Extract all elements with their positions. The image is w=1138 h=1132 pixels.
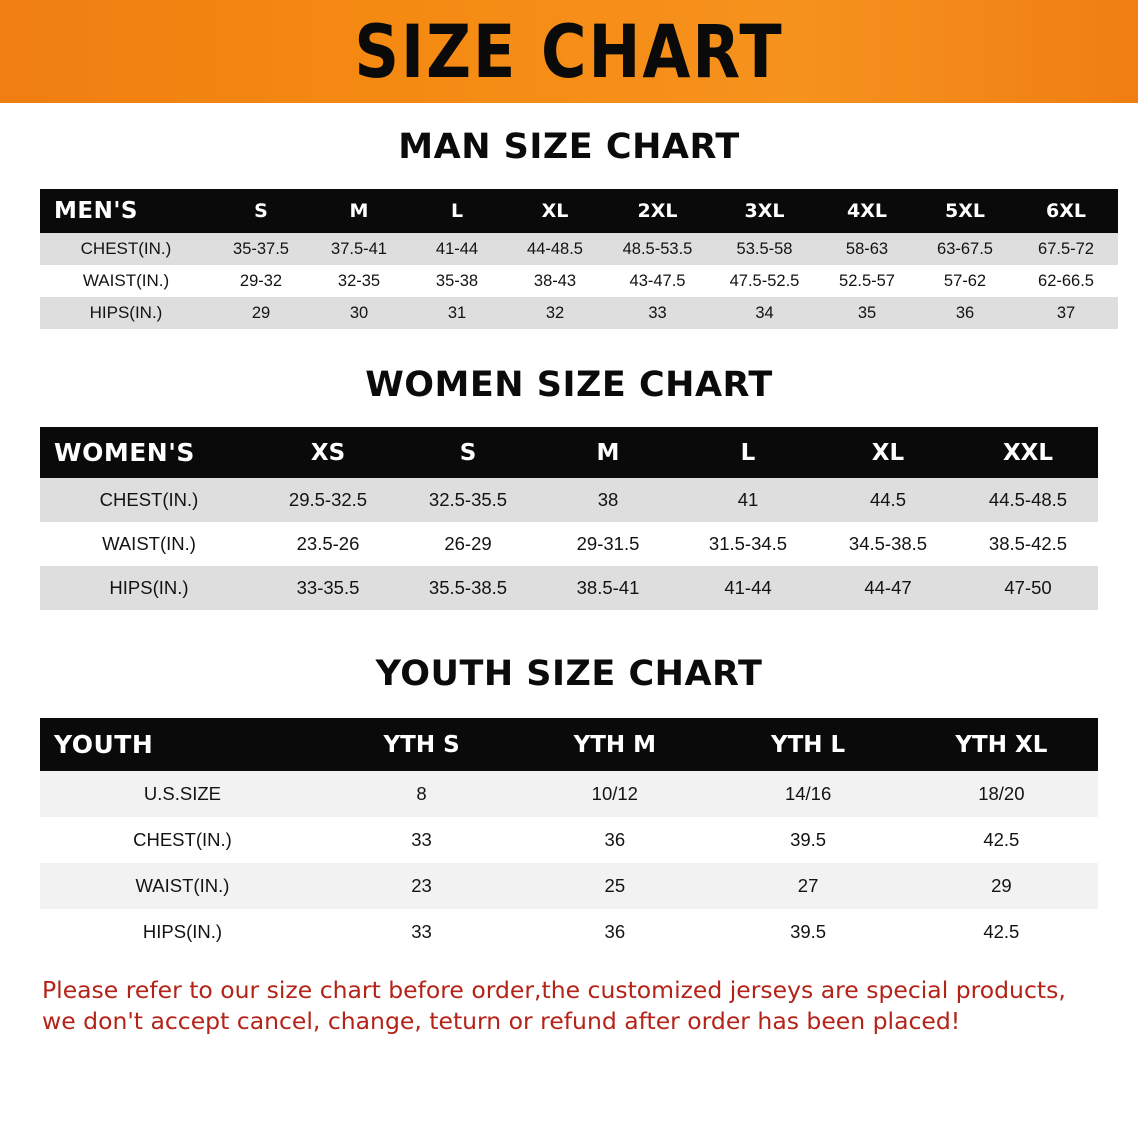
col-header-l: L (408, 189, 506, 233)
cell: 42.5 (905, 909, 1098, 955)
cell: 58-63 (818, 233, 916, 265)
col-header-3xl: 3XL (711, 189, 818, 233)
col-header-yth-s: YTH S (325, 718, 518, 771)
cell: 38.5-42.5 (958, 522, 1098, 566)
row-label-waist: WAIST(IN.) (40, 522, 258, 566)
table-row (40, 817, 1098, 863)
cell: 29 (905, 863, 1098, 909)
row-label-hips: HIPS(IN.) (40, 297, 212, 329)
col-header-m: M (538, 427, 678, 478)
cell: 14/16 (711, 771, 904, 817)
col-header-l: L (678, 427, 818, 478)
cell: 29-31.5 (538, 522, 678, 566)
man-section-heading: MAN SIZE CHART (398, 127, 740, 167)
cell: 38-43 (506, 265, 604, 297)
col-header-xs: XS (258, 427, 398, 478)
row-label-hips: HIPS(IN.) (40, 909, 325, 955)
row-label-waist: WAIST(IN.) (40, 265, 212, 297)
cell: 38.5-41 (538, 566, 678, 610)
cell: 44.5 (818, 478, 958, 522)
cell: 36 (518, 817, 711, 863)
row-label-us-size: U.S.SIZE (40, 771, 325, 817)
cell: 32 (506, 297, 604, 329)
cell: 47-50 (958, 566, 1098, 610)
cell: 31.5-34.5 (678, 522, 818, 566)
cell: 27 (711, 863, 904, 909)
table-row (40, 566, 1098, 610)
table-row (40, 297, 1118, 329)
cell: 33 (325, 817, 518, 863)
cell: 43-47.5 (604, 265, 711, 297)
row-label-chest: CHEST(IN.) (40, 817, 325, 863)
row-label-waist: WAIST(IN.) (40, 863, 325, 909)
cell: 42.5 (905, 817, 1098, 863)
cell: 37.5-41 (310, 233, 408, 265)
row-label-chest: CHEST(IN.) (40, 478, 258, 522)
table-header-row (40, 718, 1098, 771)
cell: 23 (325, 863, 518, 909)
man-size-table (40, 189, 1118, 329)
col-header-xxl: XXL (958, 427, 1098, 478)
cell: 52.5-57 (818, 265, 916, 297)
col-header-yth-l: YTH L (711, 718, 904, 771)
youth-size-table-wrapper (40, 718, 1098, 955)
col-header-mens: MEN'S (40, 189, 212, 233)
table-row (40, 863, 1098, 909)
cell: 41-44 (408, 233, 506, 265)
cell: 63-67.5 (916, 233, 1014, 265)
cell: 32-35 (310, 265, 408, 297)
cell: 25 (518, 863, 711, 909)
cell: 62-66.5 (1014, 265, 1118, 297)
cell: 29-32 (212, 265, 310, 297)
col-header-2xl: 2XL (604, 189, 711, 233)
col-header-xl: XL (506, 189, 604, 233)
note-line-1: Please refer to our size chart before order,the customized jerseys are special products, (42, 976, 1066, 1004)
col-header-womens: WOMEN'S (40, 427, 258, 478)
cell: 41-44 (678, 566, 818, 610)
cell: 48.5-53.5 (604, 233, 711, 265)
page-title: SIZE CHART (354, 7, 784, 94)
cell: 35 (818, 297, 916, 329)
col-header-yth-xl: YTH XL (905, 718, 1098, 771)
cell: 33-35.5 (258, 566, 398, 610)
col-header-s: S (398, 427, 538, 478)
table-row (40, 233, 1118, 265)
cell: 33 (325, 909, 518, 955)
col-header-m: M (310, 189, 408, 233)
cell: 8 (325, 771, 518, 817)
col-header-6xl: 6XL (1014, 189, 1118, 233)
cell: 41 (678, 478, 818, 522)
col-header-xl: XL (818, 427, 958, 478)
cell: 44-47 (818, 566, 958, 610)
table-header-row (40, 427, 1098, 478)
cell: 47.5-52.5 (711, 265, 818, 297)
col-header-youth: YOUTH (40, 718, 325, 771)
youth-section-heading: YOUTH SIZE CHART (375, 654, 763, 694)
row-label-hips: HIPS(IN.) (40, 566, 258, 610)
table-row (40, 771, 1098, 817)
cell: 44.5-48.5 (958, 478, 1098, 522)
cell: 57-62 (916, 265, 1014, 297)
cell: 26-29 (398, 522, 538, 566)
women-size-table-wrapper (40, 427, 1098, 610)
youth-size-table (40, 718, 1098, 955)
cell: 34 (711, 297, 818, 329)
cell: 10/12 (518, 771, 711, 817)
women-section-heading: WOMEN SIZE CHART (365, 365, 773, 405)
table-row (40, 265, 1118, 297)
col-header-4xl: 4XL (818, 189, 916, 233)
cell: 38 (538, 478, 678, 522)
cell: 36 (518, 909, 711, 955)
cell: 39.5 (711, 817, 904, 863)
cell: 31 (408, 297, 506, 329)
cell: 23.5-26 (258, 522, 398, 566)
cell: 32.5-35.5 (398, 478, 538, 522)
cell: 39.5 (711, 909, 904, 955)
cell: 37 (1014, 297, 1118, 329)
women-size-table (40, 427, 1098, 610)
note-line-2: we don't accept cancel, change, teturn or refund after order has been placed! (42, 1007, 961, 1036)
row-label-chest: CHEST(IN.) (40, 233, 212, 265)
cell: 35-37.5 (212, 233, 310, 265)
col-header-s: S (212, 189, 310, 233)
man-size-table-wrapper (40, 189, 1098, 329)
table-header-row (40, 189, 1118, 233)
col-header-yth-m: YTH M (518, 718, 711, 771)
cell: 67.5-72 (1014, 233, 1118, 265)
order-policy-note (42, 975, 1096, 1038)
table-row (40, 478, 1098, 522)
cell: 34.5-38.5 (818, 522, 958, 566)
cell: 18/20 (905, 771, 1098, 817)
cell: 44-48.5 (506, 233, 604, 265)
cell: 33 (604, 297, 711, 329)
cell: 53.5-58 (711, 233, 818, 265)
cell: 35.5-38.5 (398, 566, 538, 610)
cell: 36 (916, 297, 1014, 329)
cell: 30 (310, 297, 408, 329)
size-chart-banner (0, 0, 1138, 103)
col-header-5xl: 5XL (916, 189, 1014, 233)
cell: 35-38 (408, 265, 506, 297)
table-row (40, 522, 1098, 566)
cell: 29.5-32.5 (258, 478, 398, 522)
cell: 29 (212, 297, 310, 329)
table-row (40, 909, 1098, 955)
